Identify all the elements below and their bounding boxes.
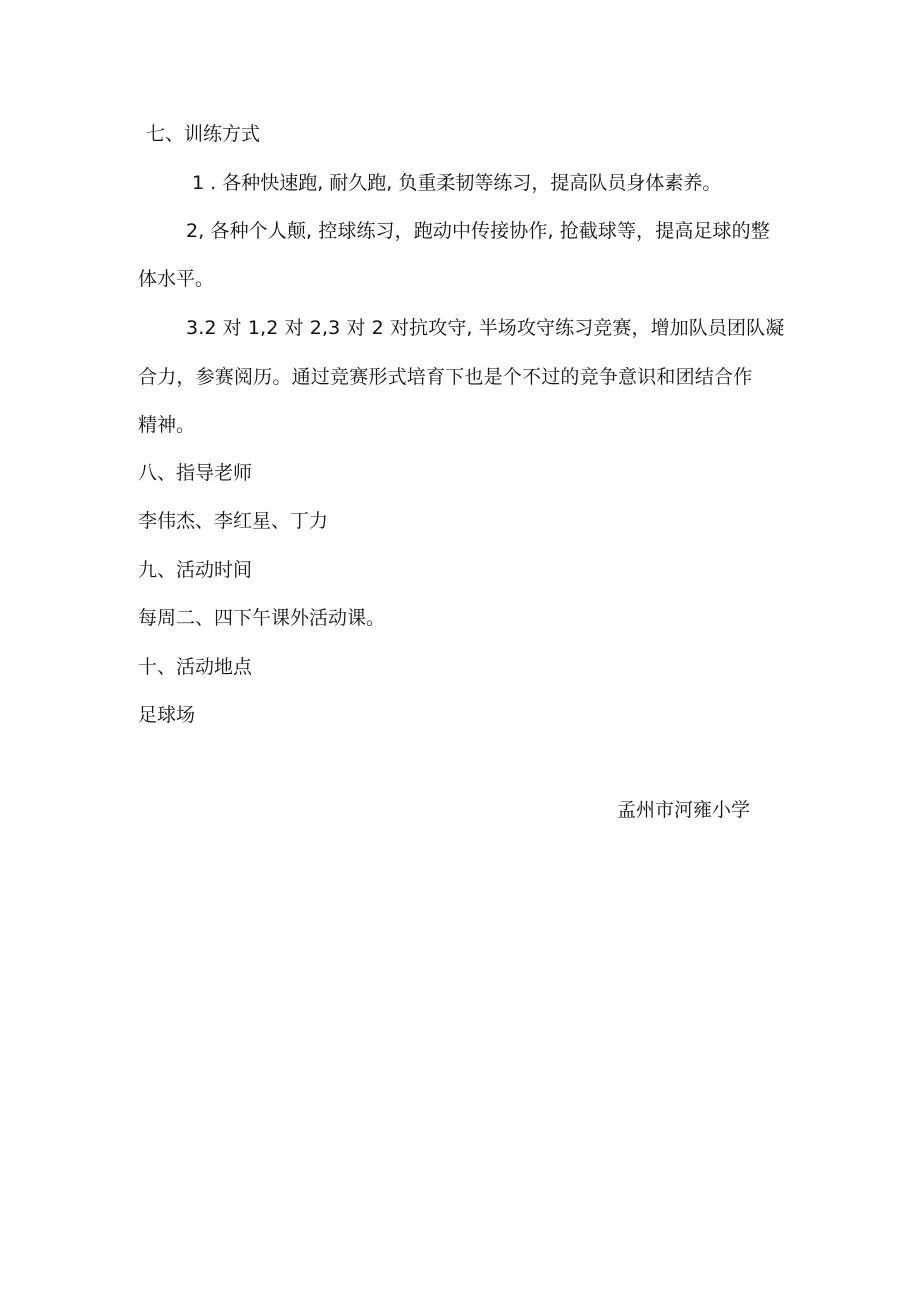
training-item-3-line-1: 3.2 对 1,2 对 2,3 对 2 对抗攻守, 半场攻守练习竞赛，增加队员团队凝	[186, 317, 785, 339]
teacher-names: 李伟杰、李红星、丁力	[138, 510, 329, 532]
activity-time: 每周二、四下午课外活动课。	[138, 607, 386, 629]
training-item-3-line-3: 精神。	[138, 414, 196, 436]
training-item-1: 1 . 各种快速跑, 耐久跑, 负重柔韧等练习，提高队员身体素养。	[192, 172, 722, 194]
activity-location: 足球场	[138, 704, 196, 726]
section-8-heading: 八、指导老师	[138, 462, 253, 484]
training-item-3-line-2: 合力，参赛阅历。通过竞赛形式培育下也是个不过的竞争意识和团结合作	[138, 366, 753, 388]
section-9-heading: 九、活动时间	[138, 559, 253, 581]
section-10-heading: 十、活动地点	[138, 656, 253, 678]
section-7-heading: 七、训练方式	[146, 123, 261, 145]
training-item-2-line-2: 体水平。	[138, 268, 215, 290]
school-signature: 孟州市河雍小学	[617, 799, 751, 821]
training-item-2-line-1: 2, 各种个人颠, 控球练习，跑动中传接协作, 抢截球等，提高足球的整	[186, 220, 770, 242]
